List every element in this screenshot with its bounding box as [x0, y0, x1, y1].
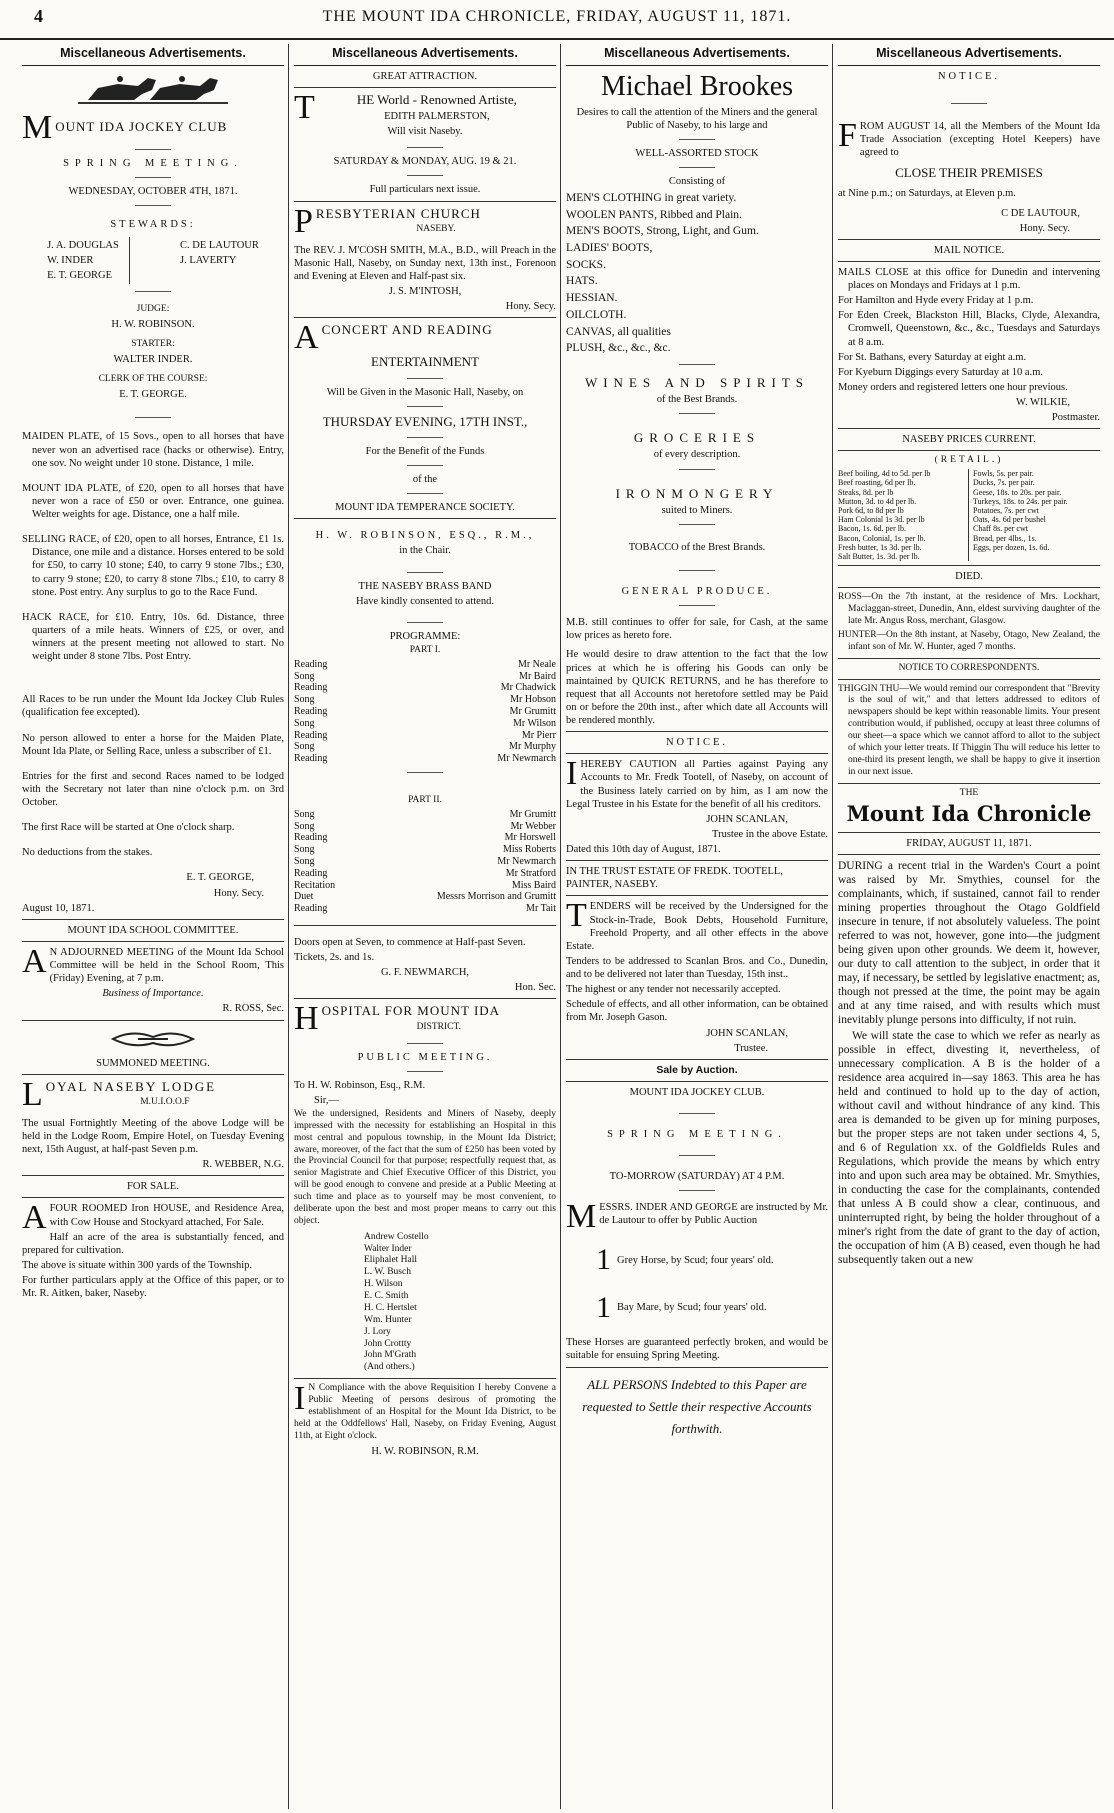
concert-sign: G. F. NEWMARCH, — [380, 967, 470, 979]
signer-name: John M'Grath — [364, 1350, 417, 1361]
race-rule: The first Race will be started at One o'clock sharp. — [22, 822, 235, 834]
price-item: Ducks, 7s. per pair. — [973, 478, 1035, 488]
correspondents-heading: NOTICE TO CORRESPONDENTS. — [898, 662, 1040, 673]
chronicle-date: FRIDAY, AUGUST 11, 1871. — [906, 837, 1032, 849]
steward-name: J. A. DOUGLAS — [47, 240, 119, 251]
mail-schedule — [838, 266, 1100, 394]
column-header: Miscellaneous Advertisements. — [566, 44, 828, 66]
price-item: Salt Butter, 1s. 3d. per lb. — [838, 551, 920, 561]
notice-date: August 10, 1871. — [22, 902, 95, 914]
starter-label: STARTER: — [131, 339, 175, 350]
programme-row — [294, 753, 556, 765]
death-notice: ROSS—On the 7th instant, at the residence of Mrs. Lockhart, Maclaggan-street, Dunedin, Ann, eldest surviving daughter of the late Mr. Angus Ross, merchant, Glasgow. — [838, 592, 1100, 626]
price-item: Fowls, 5s. per pair. — [973, 469, 1034, 479]
handshake-icon — [108, 1025, 198, 1053]
stock-heading: WELL-ASSORTED STOCK — [635, 147, 759, 159]
programme-item: Reading — [294, 658, 328, 670]
trade-sign-title: Hony. Secy. — [1019, 222, 1070, 234]
price-item: Mutton, 3d. to 4d per lb. — [838, 496, 917, 506]
lodge-title: OYAL NASEBY LODGE — [45, 1078, 217, 1094]
stock-item: SOCKS. — [566, 258, 606, 271]
programme-row — [294, 706, 556, 718]
signer-name: Walter Inder — [364, 1243, 412, 1254]
stock-list — [566, 190, 828, 357]
concert-benefit: For the Benefit of the Funds — [365, 445, 485, 457]
mail-line: For Hamilton and Hyde every Friday at 1 p.m. — [838, 295, 1034, 307]
spring-meeting: SPRING MEETING. — [63, 157, 243, 169]
lodge-sign: R. WEBBER, N.G. — [202, 1159, 284, 1171]
sale-notice: FOUR ROOMED Iron HOUSE, and Residence Area, with Cow House and Stockyard attached, For Sale. — [49, 1203, 284, 1228]
horse-guarantee: These Horses are guaranteed perfectly broken, and would be suitable for ensuing Spring Meeting. — [566, 1337, 828, 1362]
artiste-particulars: Full particulars next issue. — [369, 184, 481, 196]
artiste-visit: Will visit Naseby. — [387, 126, 463, 138]
drop-cap: P — [294, 202, 313, 240]
correspondents-notice: THIGGIN THU—We would remind our correspondent that "Brevity is the soul of wit," and that letters addressed to editors of newspapers should be kept within reasonable limits. Your present contribution would, if published, occupy at least three columns of our sheet—a space which we cannot afford to allot to the subject of which your letter treats. If Thiggin Thu will reduce his letter to one-third its present length, we shall be happy to give it insertion in our next issue. — [838, 683, 1100, 777]
stock-item: WOOLEN PANTS, Ribbed and Plain. — [566, 208, 742, 221]
programme-row — [294, 891, 556, 903]
sale-detail: The above is situate within 300 yards of the Township. — [22, 1259, 253, 1271]
wines-heading: WINES AND SPIRITS — [584, 374, 810, 390]
presbyterian-title: RESBYTERIAN CHURCH — [315, 205, 481, 221]
close-times: at Nine p.m.; on Saturdays, at Eleven p.m. — [838, 188, 1016, 200]
pres-sign: J. S. M'INTOSH, — [388, 286, 462, 297]
programme-performer: Miss Roberts — [502, 844, 556, 856]
retail-label: (RETAIL.) — [934, 455, 1004, 466]
programme-item: Reading — [294, 682, 328, 694]
price-item: Bacon, Colonial, 1s. per lb. — [838, 533, 926, 543]
stock-item: CANVAS, all qualities — [566, 325, 671, 338]
drop-cap: M — [566, 1198, 597, 1236]
price-item: Geese, 18s. to 20s. per pair. — [973, 487, 1062, 497]
indebted-notice: ALL PERSONS Indebted to this Paper are requested to Settle their respective Accounts forthwith. — [582, 1376, 812, 1436]
jockey-club-title: OUNT IDA JOCKEY CLUB — [55, 118, 228, 134]
programme-row — [294, 868, 556, 880]
drop-cap: I — [566, 755, 578, 793]
programme-performer: Mr Neale — [517, 658, 556, 670]
lodge-notice: The usual Fortnightly Meeting of the above Lodge will be held in the Lodge Room, Empire Hotel, on Tuesday Evening next, 15th August, at half-past Seven p.m. — [22, 1117, 284, 1155]
programme-row — [294, 809, 556, 821]
chronicle-the: THE — [959, 787, 979, 798]
programme-performer: Mr Grumitt — [509, 808, 556, 820]
price-item: Beef boiling, 4d to 5d. per lb — [838, 469, 931, 479]
chronicle-nameplate: Mount Ida Chronicle — [846, 801, 1092, 827]
programme-performer: Mr Wilson — [512, 717, 556, 729]
price-item: Beef roasting, 6d per lb. — [838, 478, 916, 488]
signer-name: Wm. Hunter — [364, 1314, 412, 1325]
programme-item: Reading — [294, 903, 328, 915]
tenders-notice: ENDERS will be received by the Undersigned for the Stock-in-Trade, Book Debts, Household Furniture, Freehold Property, and all other effects in the above Estate. — [566, 901, 828, 952]
programme-row — [294, 671, 556, 683]
sale-heading: FOR SALE. — [127, 1181, 179, 1193]
programme-row — [294, 730, 556, 742]
auction-notice: ESSRS. INDER AND GEORGE are instructed by Mr. de Lautour to offer by Public Auction — [599, 1202, 828, 1227]
horse-lot — [596, 1289, 828, 1327]
stock-item: HATS. — [566, 275, 598, 288]
signer-name: (And others.) — [364, 1362, 415, 1373]
concert-sub: ENTERTAINMENT — [371, 354, 479, 370]
horse-description: Bay Mare, by Scud; four years' old. — [617, 1302, 767, 1314]
sale-detail: For further particulars apply at the Office of this paper, or to Mr. R. Aitken, baker, Naseby. — [22, 1275, 284, 1300]
programme-item: Reading — [294, 705, 328, 717]
presbyterian-sub: NASEBY. — [416, 223, 456, 234]
masthead — [0, 0, 1114, 40]
programme-performer: Mr Grumitt — [509, 705, 556, 717]
produce-heading: GENERAL PRODUCE. — [621, 586, 773, 598]
price-item: Fresh butter, 1s 3d. per lb. — [838, 542, 922, 552]
sale-detail: Half an acre of the area is substantially fenced, and prepared for cultivation. — [22, 1231, 284, 1256]
public-meeting: PUBLIC MEETING. — [357, 1051, 493, 1063]
column-4 — [838, 44, 1100, 1809]
signer-name: Andrew Costello — [364, 1231, 429, 1242]
racehorse-woodcut-icon — [78, 70, 228, 108]
drop-cap: T — [294, 88, 315, 126]
steward-name: W. INDER — [47, 255, 94, 267]
race-entry: MAIDEN PLATE, of 15 Sovs., open to all horses that have never won an advertised race (hacks or otherwise). Entry, one sov. No weight under 10 stone. Distance, 1 mile. — [22, 431, 284, 469]
column-rule — [560, 44, 561, 1809]
column-2 — [294, 44, 556, 1809]
concert-chair2: in the Chair. — [399, 545, 451, 557]
stewards-heading: STEWARDS: — [110, 218, 196, 230]
price-item: Chaff 8s. per cwt — [973, 524, 1028, 534]
mb-notice-2: He would desire to draw attention to the fact that the low prices at which he is offering his Goods can only be maintained by QUICK RETURNS, and he has therefore to request that all Accounts not heretofore settled may be Paid on or before the 20th inst., after which date all Accounts will be rendered monthly. — [566, 649, 828, 727]
tenders-detail: Tenders to be addressed to Scanlan Bros. and Co., Dunedin, and to be delivered not later than Tuesday, 15th inst.. — [566, 955, 828, 981]
clerk-name: E. T. GEORGE. — [119, 389, 187, 401]
drop-cap: L — [22, 1075, 43, 1113]
died-heading: DIED. — [955, 571, 983, 583]
stock-item: LADIES' BOOTS, — [566, 242, 653, 255]
artiste-line: HE World - Renowned Artiste, — [356, 91, 517, 107]
brass-band-sub: Have kindly consented to attend. — [356, 595, 494, 607]
part-2-heading: PART II. — [408, 794, 442, 805]
caution-notice: HEREBY CAUTION all Parties against Paying any Accounts to Mr. Fredk Tootell, of Naseby, on account of the Business lately carried on by him, as I am now the Legal Trustee in his Estate for the benefit of all his creditors. — [566, 759, 828, 810]
race-rule: No person allowed to enter a horse for the Maiden Plate, Mount Ida Plate, or Selling Race, unless a subscriber of £1. — [22, 732, 284, 757]
programme-item: Recitation — [294, 879, 336, 891]
death-notice: HUNTER—On the 8th instant, at Naseby, Otago, New Zealand, the infant son of Mr. W. Hunter, aged 7 months. — [838, 629, 1100, 652]
race-entry: HACK RACE, for £10. Entry, 10s. 6d. Distance, three quarters of a mile heats. Winners of £25, or over, and winners at the present meeting not allowed to start. No weight under 8 stone 7lbs. Post Entry. — [22, 611, 284, 663]
programme-performer: Mr Webber — [510, 820, 556, 832]
prices-left-list — [838, 469, 969, 561]
drop-cap: A — [294, 319, 319, 357]
ironmongery-heading: IRONMONGERY — [615, 485, 779, 501]
programme-item: Song — [294, 855, 315, 867]
auction-time: TO-MORROW (SATURDAY) AT 4 P.M. — [609, 1171, 785, 1183]
price-item: Potatoes, 7s. per cwt — [973, 506, 1039, 515]
programme-item: Song — [294, 717, 315, 729]
mail-line: For Eden Creek, Blackston Hill, Blacks, Clyde, Alexandra, Cromwell, Queenstown, &c., &c., Tuesdays and Saturdays at 8 a.m. — [838, 310, 1100, 348]
consisting: Consisting of — [668, 176, 726, 187]
concert-venue: Will be Given in the Masonic Hall, Naseby, on — [326, 386, 524, 398]
summoned-meeting: SUMMONED MEETING. — [96, 1057, 210, 1069]
compliance-notice: N Compliance with the above Requisition I hereby Convene a Public Meeting of persons desirous of promoting the establishment of an Hospital for the Mount Ida District, to be held at the Oddfellows' Hall, Naseby, on Friday Evening, August 11th, at Eight o'clock. — [294, 1383, 556, 1441]
programme-item: Song — [294, 694, 315, 706]
programme-item: Song — [294, 741, 315, 753]
auction-club: MOUNT IDA JOCKEY CLUB. — [629, 1086, 765, 1098]
tenders-detail: The highest or any tender not necessarily accepted. — [566, 984, 781, 996]
masthead-title: THE MOUNT IDA CHRONICLE, FRIDAY, AUGUST 11, 1871. — [322, 8, 792, 25]
programme-row — [294, 741, 556, 753]
programme-performer: Mr Baird — [519, 670, 556, 682]
price-item: Bacon, 1s. 6d. per lb. — [838, 524, 906, 534]
stewards-list — [22, 237, 284, 284]
steward-name: C. DE LAUTOUR — [180, 240, 259, 251]
programme-heading: PROGRAMME: — [389, 630, 461, 642]
hospital-title: OSPITAL FOR MOUNT IDA — [321, 1003, 501, 1019]
programme-item: Reading — [294, 832, 328, 844]
school-heading: MOUNT IDA SCHOOL COMMITTEE. — [67, 924, 239, 936]
column-header: Miscellaneous Advertisements. — [22, 44, 284, 66]
page-number: 4 — [34, 6, 43, 26]
judge-label: JUDGE: — [136, 304, 170, 315]
mail-sign-title: Postmaster. — [1051, 412, 1100, 424]
merchant-name: Michael Brookes — [600, 70, 794, 102]
trade-sign: C DE LAUTOUR, — [1001, 207, 1080, 219]
prices-heading: NASEBY PRICES CURRENT. — [902, 434, 1036, 446]
programme-item: Song — [294, 670, 315, 682]
stock-item: MEN'S CLOTHING in great variety. — [566, 192, 737, 205]
leader-article-2: We will state the case to which we refer as nearly as possible in effect, divesting it, nevertheless, of unnecessary complication. A B is the holder of a residence area acquired in—say 1863. This area he has held and continued to hold up to the day of action, without cavil and without hindrance of any kind. This area is demanded to be given up for mining purposes, but the proper steps are not taken under sections 4, 5, and 6 of Regulation xx. of the Goldfields Rules and Regulations, which provide the means by which entry into and upon such area may be obtained. Mr. Smythies, in conducting the case for the complainants, contended that unless A B could show a clear, continuous, and uninterrupted right, by being the holder throughout of a miner's right from the date of grant to the day of action, the occupation of him (A B) ceased, even though he had subsequently taken out a new — [838, 1029, 1100, 1267]
race-rule: No deductions from the stakes. — [22, 847, 153, 859]
race-entry: SELLING RACE, of £20, open to all horses, Entrance, £1 1s. Distance, one mile and a distance. Horses entered to be sold for £50, to carry 10 stone; £40, to carry 9 stone 7lbs.; £30, to carry 9 stone; £20, to carry 8 stone 7lbs.; £10, to carry 8 stone. Post entry. Any surplus to go to the Race Fund. — [22, 534, 284, 598]
horse-lot — [596, 1241, 828, 1279]
horse-description: Grey Horse, by Scud; four years' old. — [617, 1254, 774, 1266]
artiste-dates: SATURDAY & MONDAY, AUG. 19 & 21. — [333, 156, 517, 168]
notice-heading: NOTICE. — [937, 70, 1001, 82]
programme-performer: Mr Newmarch — [497, 753, 556, 765]
drop-cap: H — [294, 1000, 319, 1038]
wines-sub: of the Best Brands. — [656, 394, 738, 406]
drop-cap: M — [22, 108, 53, 146]
stock-item: HESSIAN. — [566, 292, 618, 305]
column-header: Miscellaneous Advertisements. — [838, 44, 1100, 66]
part-1-heading: PART I. — [409, 644, 441, 655]
race-entry: MOUNT IDA PLATE, of £20, open to all horses that have never won a race of £50 or over. Entrance, one guinea. Welter weights for age. Distance, one a half mile. — [22, 482, 284, 520]
column-3 — [566, 44, 828, 1809]
lot-number: 1 — [596, 1243, 611, 1277]
lead-first-word: DURING — [838, 859, 883, 872]
stock-item: OILCLOTH. — [566, 308, 627, 321]
brass-band: THE NASEBY BRASS BAND — [358, 580, 492, 592]
starter-name: WALTER INDER. — [113, 354, 193, 366]
mail-line: For Kyeburn Diggings every Saturday at 10 a.m. — [838, 366, 1044, 378]
price-item: Steaks, 8d. per lb — [838, 487, 894, 497]
race-rule: All Races to be run under the Mount Ida Jockey Club Rules (qualification fee excepted). — [22, 694, 284, 719]
drop-cap: T — [566, 897, 587, 935]
stock-item: MEN'S BOOTS, Strong, Light, and Gum. — [566, 225, 759, 238]
caution-sign: JOHN SCANLAN, — [706, 813, 788, 825]
programme-item: Reading — [294, 753, 328, 765]
race-rule: Entries for the first and second Races named to be lodged with the Secretary not later than nine o'clock p.m. on 3rd October. — [22, 770, 284, 808]
programme-performer: Mr Tait — [526, 903, 556, 915]
signer-name: Eliphalet Hall — [364, 1255, 418, 1266]
groceries-sub: of every description. — [653, 449, 741, 461]
judge-name: H. W. ROBINSON. — [111, 319, 195, 331]
school-business: Business of Importance. — [102, 988, 204, 1000]
programme-row — [294, 832, 556, 844]
drop-cap: F — [838, 116, 857, 154]
meeting-date: WEDNESDAY, OCTOBER 4TH, 1871. — [68, 185, 238, 197]
price-item: Turkeys, 18s. to 24s. per pair. — [973, 496, 1068, 506]
column-header: Miscellaneous Advertisements. — [294, 44, 556, 66]
programme-row — [294, 682, 556, 694]
programme-performer: Mr Stratford — [505, 867, 556, 879]
compliance-sign: H. W. ROBINSON, R.M. — [371, 1445, 479, 1457]
signer-name: H. Wilson — [364, 1279, 403, 1290]
programme-row — [294, 903, 556, 915]
auction-spring: SPRING MEETING. — [607, 1129, 787, 1141]
pres-sign-title: Hony. Secy. — [505, 301, 556, 313]
notice-heading: NOTICE. — [665, 737, 729, 749]
signer-name: H. C. Hertslet — [364, 1302, 417, 1313]
concert-chair: H. W. ROBINSON, ESQ., R.M., — [315, 530, 535, 542]
mail-line: MAILS CLOSE at this office for Dunedin and intervening places on Mondays and Fridays at 1 p.m. — [838, 266, 1100, 291]
price-item: Oats, 4s. 6d per bushel — [973, 515, 1046, 525]
programme-item: Song — [294, 844, 315, 856]
concert-of: of the — [412, 474, 438, 485]
column-rule — [288, 44, 289, 1809]
signer-name: L. W. Busch — [364, 1267, 411, 1278]
mail-line: Money orders and registered letters one hour previous. — [838, 381, 1068, 393]
close-premises: CLOSE THEIR PREMISES — [895, 165, 1043, 181]
concert-title: CONCERT AND READING — [321, 322, 493, 338]
salutation: Sir,— — [314, 1094, 339, 1106]
signature-title: Hony. Secy. — [213, 887, 264, 899]
school-notice: N ADJOURNED MEETING of the Mount Ida School Committee will be held in the School Room, This (Friday) Evening, at 7 p.m. — [49, 946, 284, 985]
drop-cap: A — [22, 1199, 47, 1237]
ironmongery-sub: suited to Miners. — [661, 504, 733, 516]
mail-sign: W. WILKIE, — [1016, 397, 1070, 408]
caution-date: Dated this 10th day of August, 1871. — [566, 844, 721, 856]
clerk-label: CLERK OF THE COURSE: — [98, 374, 208, 385]
price-item: Eggs, per dozen, 1s. 6d. — [973, 542, 1050, 552]
programme-row — [294, 659, 556, 671]
drop-cap: A — [22, 942, 47, 980]
programme-row — [294, 694, 556, 706]
artiste-name: EDITH PALMERSTON, — [384, 111, 490, 122]
programme-performer: Mr Murphy — [509, 741, 556, 753]
programme-performer: Mr Hobson — [510, 694, 556, 706]
price-item: Bread, per 4lbs., 1s. — [973, 533, 1037, 543]
steward-name: J. LAVERTY — [180, 255, 237, 267]
concert-sign-title: Hon. Sec. — [514, 982, 556, 994]
concert-society: MOUNT IDA TEMPERANCE SOCIETY. — [335, 502, 515, 514]
tenders-sign: JOHN SCANLAN, — [706, 1027, 788, 1039]
programme-performer: Miss Baird — [511, 879, 556, 891]
tobacco: TOBACCO of the Brest Brands. — [628, 541, 766, 553]
programme-performer: Mr Horswell — [504, 832, 556, 844]
presbyterian-notice: The REV. J. M'COSH SMITH, M.A., B.D., will Preach in the Masonic Hall, Naseby, on Sunday next, 13th inst., Forenoon and Evening at Eleven and Half-past six. — [294, 244, 556, 282]
drop-cap: I — [294, 1380, 306, 1418]
concert-tickets: Tickets, 2s. and 1s. — [294, 952, 375, 964]
prices-table — [838, 469, 1100, 561]
mb-notice: M.B. still continues to offer for sale, for Cash, at the same low prices as hereto fore. — [566, 617, 828, 642]
groceries-heading: GROCERIES — [633, 430, 761, 446]
prices-right-list — [973, 469, 1100, 561]
signer-name: J. Lory — [364, 1326, 391, 1337]
mail-line: For St. Bathans, every Saturday at eight a.m. — [838, 351, 1027, 363]
signature-name: E. T. GEORGE, — [186, 872, 254, 884]
trade-notice: ROM AUGUST 14, all the Members of the Mount Ida Trade Association (excepting Hotel Keepers) have agreed to — [859, 120, 1100, 158]
signer-name: John Crottty — [364, 1338, 412, 1349]
hospital-request: We the undersigned, Residents and Miners of Naseby, deeply impressed with the necessity for establishing an Hospital in this most central and populous township, in the Mount Ida District; aware, moreover, of the fact that the sum of £250 has been voted by the Provincial Council for that purpose; respectfully request that, as senior Magistrate and Chief Executive Officer of this District, you will be good enough to convene and preside at a Public Meeting at such time and place as to yourself may be most convenient, to deliberate upon the best and most proper means to carry out this object. — [294, 1108, 556, 1226]
programme-item: Song — [294, 808, 315, 820]
programme-row — [294, 880, 556, 892]
programme-item: Reading — [294, 867, 328, 879]
programme-part-1 — [294, 659, 556, 765]
lodge-subtitle: M.U.I.O.O.F — [140, 1096, 190, 1107]
signers-list — [294, 1232, 556, 1375]
leader-article: a recent trial in the Warden's Court a point was raised by Mr. Smythies, counsel for the complainants, which, if sustained, cannot fail to render mining properties throughout the Otago Goldfield insecure in tenure, if not absolutely valueless. The point referred to was not, however, gone into—the judgment being given upon other grounds. We deem it, however, our duty to call attention to the subject, in order that it may, if necessary, be settled by legislative enactment; as, though not pressed at the time, the point may be again and at any time raised, and with results which must inevitably plunge persons into difficulty, if not ruin. — [838, 859, 1100, 1026]
stock-item: PLUSH, &c., &c., &c. — [566, 342, 671, 355]
great-attraction: GREAT ATTRACTION. — [372, 70, 478, 82]
merchant-intro: Desires to call the attention of the Miners and the general Public of Naseby, to his large and — [576, 106, 818, 131]
programme-row — [294, 856, 556, 868]
address-to: To H. W. Robinson, Esq., R.M. — [294, 1079, 426, 1091]
column-rule — [832, 44, 833, 1809]
mail-heading: MAIL NOTICE. — [933, 244, 1005, 256]
tenders-detail: Schedule of effects, and all other information, can be obtained from Mr. Joseph Gason. — [566, 999, 828, 1024]
programme-item: Song — [294, 820, 315, 832]
concert-doors: Doors open at Seven, to commence at Half-past Seven. — [294, 936, 526, 948]
programme-performer: Messrs Morrison and Grumitt — [436, 891, 556, 903]
programme-performer: Mr Newmarch — [497, 855, 556, 867]
school-sign: R. ROSS, Sec. — [222, 1003, 284, 1015]
concert-date: THURSDAY EVENING, 17TH INST., — [322, 413, 528, 429]
tenders-sign-2: Trustee. — [734, 1042, 768, 1054]
programme-item: Reading — [294, 729, 328, 741]
programme-item: Duet — [294, 891, 314, 903]
programme-performer: Mr Pierr — [521, 729, 556, 741]
column-1 — [22, 44, 284, 1809]
signer-name: E. C. Smith — [364, 1291, 409, 1302]
caution-sign-2: Trustee in the above Estate. — [712, 828, 828, 840]
steward-name: E. T. GEORGE — [47, 270, 113, 282]
price-item: Pork 6d, to 8d per lb — [838, 506, 904, 515]
hospital-sub: DISTRICT. — [416, 1021, 461, 1032]
programme-row — [294, 821, 556, 833]
programme-performer: Mr Chadwick — [500, 682, 556, 694]
programme-part-2 — [294, 809, 556, 915]
lot-number: 1 — [596, 1290, 611, 1324]
programme-row — [294, 844, 556, 856]
price-item: Ham Colonial 1s 3d. per lb — [838, 515, 925, 525]
trust-heading: IN THE TRUST ESTATE OF FREDK. TOOTELL, PAINTER, NASEBY. — [566, 866, 783, 891]
auction-heading: Sale by Auction. — [656, 1063, 738, 1076]
programme-row — [294, 718, 556, 730]
